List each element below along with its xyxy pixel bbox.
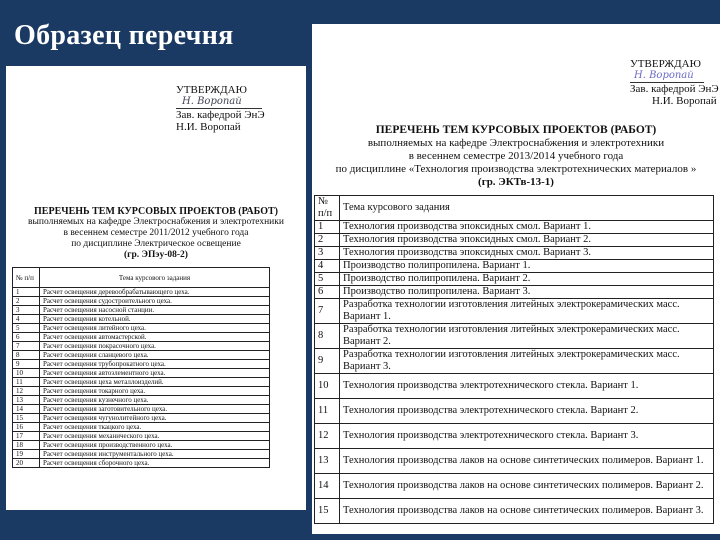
- row-number: 6: [315, 286, 340, 299]
- column-header-number: № п/п: [315, 196, 340, 221]
- row-topic: Расчет освещения литейного цеха.: [40, 324, 270, 333]
- row-number: 10: [13, 369, 40, 378]
- row-topic: Расчет освещения насосной станции.: [40, 306, 270, 315]
- table-row: [13, 306, 270, 315]
- heading-line: в весеннем семестре 2011/2012 учебного года: [63, 228, 249, 238]
- table-row: [315, 247, 714, 260]
- row-number: 17: [13, 432, 40, 441]
- row-topic: Технология производства электротехнического стекла. Вариант 3.: [340, 424, 714, 449]
- row-topic: Расчет освещения инструментального цеха.: [40, 450, 270, 459]
- table-row: [13, 387, 270, 396]
- table-row: [13, 315, 270, 324]
- row-topic: Расчет освещения автомастерской.: [40, 333, 270, 342]
- row-number: 19: [13, 450, 40, 459]
- row-number: 13: [13, 396, 40, 405]
- row-topic: Технология производства лаков на основе синтетических полимеров. Вариант 3.: [340, 499, 714, 524]
- table-row: [13, 423, 270, 432]
- row-number: 11: [315, 399, 340, 424]
- document-right: [312, 24, 720, 534]
- row-number: 12: [315, 424, 340, 449]
- row-topic: Производство полипропилена. Вариант 1.: [340, 260, 714, 273]
- row-topic: Расчет освещения производственного цеха.: [40, 441, 270, 450]
- row-number: 12: [13, 387, 40, 396]
- row-topic: Разработка технологии изготовления литейных электрокерамических масс. Вариант 1.: [340, 299, 714, 324]
- approver-name: Н.И. Воропай: [652, 95, 717, 107]
- row-number: 16: [13, 423, 40, 432]
- table-row: [13, 441, 270, 450]
- approve-label: УТВЕРЖДАЮ: [176, 84, 247, 96]
- row-topic: Расчет освещения механического цеха.: [40, 432, 270, 441]
- approve-label: УТВЕРЖДАЮ: [630, 58, 701, 70]
- row-topic: Производство полипропилена. Вариант 2.: [340, 273, 714, 286]
- table-row: [315, 449, 714, 474]
- table-row: [315, 273, 714, 286]
- table-row: [315, 399, 714, 424]
- row-number: 1: [13, 288, 40, 297]
- table-row: [13, 396, 270, 405]
- row-number: 6: [13, 333, 40, 342]
- topics-table: [12, 267, 270, 468]
- row-number: 4: [315, 260, 340, 273]
- table-row: [13, 369, 270, 378]
- heading-line: в весеннем семестре 2013/2014 учебного года: [408, 150, 624, 162]
- approver-name: Н.И. Воропай: [176, 121, 241, 133]
- signature: Н. Воропай: [630, 70, 704, 83]
- row-topic: Разработка технологии изготовления литейных электрокерамических масс. Вариант 3.: [340, 349, 714, 374]
- row-topic: Расчет освещения деревообрабатывающего цеха.: [40, 288, 270, 297]
- table-row: [315, 324, 714, 349]
- slide-title: Образец перечня: [14, 20, 234, 51]
- table-row: [315, 260, 714, 273]
- table-row: [13, 360, 270, 369]
- row-number: 10: [315, 374, 340, 399]
- heading-line: по дисциплине «Технология производства электротехнических материалов »: [335, 163, 697, 175]
- row-topic: Расчет освещения покрасочного цеха.: [40, 342, 270, 351]
- column-header-topic: Тема курсового задания: [340, 196, 714, 221]
- heading-title: ПЕРЕЧЕНЬ ТЕМ КУРСОВЫХ ПРОЕКТОВ (РАБОТ): [34, 206, 278, 217]
- row-topic: Расчет освещения ткацкого цеха.: [40, 423, 270, 432]
- table-row: [315, 424, 714, 449]
- row-number: 11: [13, 378, 40, 387]
- topics-table: [314, 195, 714, 524]
- row-topic: Технология производства эпоксидных смол. Вариант 3.: [340, 247, 714, 260]
- row-number: 9: [315, 349, 340, 374]
- heading-line: выполняемых на кафедре Электроснабжения и электротехники: [28, 217, 284, 227]
- table-row: [13, 450, 270, 459]
- row-topic: Расчет освещения кузнечного цеха.: [40, 396, 270, 405]
- column-header-topic: Тема курсового задания: [40, 268, 270, 288]
- row-number: 13: [315, 449, 340, 474]
- table-row: [315, 474, 714, 499]
- table-row: [13, 288, 270, 297]
- column-header-number: № п/п: [13, 268, 40, 288]
- row-number: 14: [315, 474, 340, 499]
- row-topic: Расчет освещения автоэлементного цеха.: [40, 369, 270, 378]
- table-row: [13, 405, 270, 414]
- approver-position: Зав. кафедрой ЭнЭ: [630, 83, 719, 95]
- table-row: [13, 378, 270, 387]
- row-topic: Технология производства эпоксидных смол. Вариант 2.: [340, 234, 714, 247]
- document-heading: [312, 124, 720, 189]
- table-row: [315, 374, 714, 399]
- row-number: 1: [315, 221, 340, 234]
- table-row: [315, 349, 714, 374]
- heading-group: (гр. ЭПэу-08-2): [124, 250, 188, 260]
- table-row: [315, 234, 714, 247]
- row-topic: Производство полипропилена. Вариант 3.: [340, 286, 714, 299]
- row-topic: Разработка технологии изготовления литейных электрокерамических масс. Вариант 2.: [340, 324, 714, 349]
- row-number: 3: [13, 306, 40, 315]
- row-number: 7: [13, 342, 40, 351]
- approval-block: [630, 58, 719, 107]
- row-number: 2: [315, 234, 340, 247]
- row-number: 15: [13, 414, 40, 423]
- table-row: [13, 333, 270, 342]
- heading-title: ПЕРЕЧЕНЬ ТЕМ КУРСОВЫХ ПРОЕКТОВ (РАБОТ): [375, 124, 657, 136]
- row-topic: Технология производства лаков на основе синтетических полимеров. Вариант 2.: [340, 474, 714, 499]
- row-number: 5: [315, 273, 340, 286]
- document-left: [6, 66, 306, 510]
- table-row: [315, 299, 714, 324]
- row-topic: Расчет освещения цеха металлоизделий.: [40, 378, 270, 387]
- row-number: 20: [13, 459, 40, 468]
- approver-position: Зав. кафедрой ЭнЭ: [176, 109, 265, 121]
- row-number: 7: [315, 299, 340, 324]
- table-row: [315, 286, 714, 299]
- table-row: [13, 324, 270, 333]
- table-row: [13, 342, 270, 351]
- row-topic: Расчет освещения судостроительного цеха.: [40, 297, 270, 306]
- signature: Н. Воропай: [176, 96, 262, 109]
- table-row: [315, 221, 714, 234]
- table-row: [13, 414, 270, 423]
- row-topic: Технология производства электротехнического стекла. Вариант 1.: [340, 374, 714, 399]
- row-topic: Расчет освещения котельной.: [40, 315, 270, 324]
- row-number: 5: [13, 324, 40, 333]
- row-number: 9: [13, 360, 40, 369]
- table-row: [13, 459, 270, 468]
- row-topic: Технология производства лаков на основе синтетических полимеров. Вариант 1.: [340, 449, 714, 474]
- heading-group: (гр. ЭКТв-13-1): [478, 176, 554, 188]
- row-topic: Расчет освещения трубопрокатного цеха.: [40, 360, 270, 369]
- row-topic: Расчет освещения сборочного цеха.: [40, 459, 270, 468]
- document-heading: [6, 206, 306, 261]
- row-topic: Расчет освещения сланцевого цеха.: [40, 351, 270, 360]
- row-number: 3: [315, 247, 340, 260]
- table-row: [13, 297, 270, 306]
- row-number: 18: [13, 441, 40, 450]
- row-topic: Расчет освещения чугунолитейного цеха.: [40, 414, 270, 423]
- row-number: 4: [13, 315, 40, 324]
- table-row: [13, 432, 270, 441]
- row-topic: Расчет освещения токарного цеха.: [40, 387, 270, 396]
- table-row: [315, 499, 714, 524]
- table-row: [13, 351, 270, 360]
- row-topic: Расчет освещения заготовительного цеха.: [40, 405, 270, 414]
- row-topic: Технология производства эпоксидных смол. Вариант 1.: [340, 221, 714, 234]
- row-number: 15: [315, 499, 340, 524]
- row-number: 8: [13, 351, 40, 360]
- row-number: 8: [315, 324, 340, 349]
- row-number: 14: [13, 405, 40, 414]
- heading-line: выполняемых на кафедре Электроснабжения и электротехники: [367, 137, 665, 149]
- row-topic: Технология производства электротехнического стекла. Вариант 2.: [340, 399, 714, 424]
- approval-block: [176, 84, 265, 133]
- row-number: 2: [13, 297, 40, 306]
- heading-line: по дисциплине Электрическое освещение: [71, 239, 241, 249]
